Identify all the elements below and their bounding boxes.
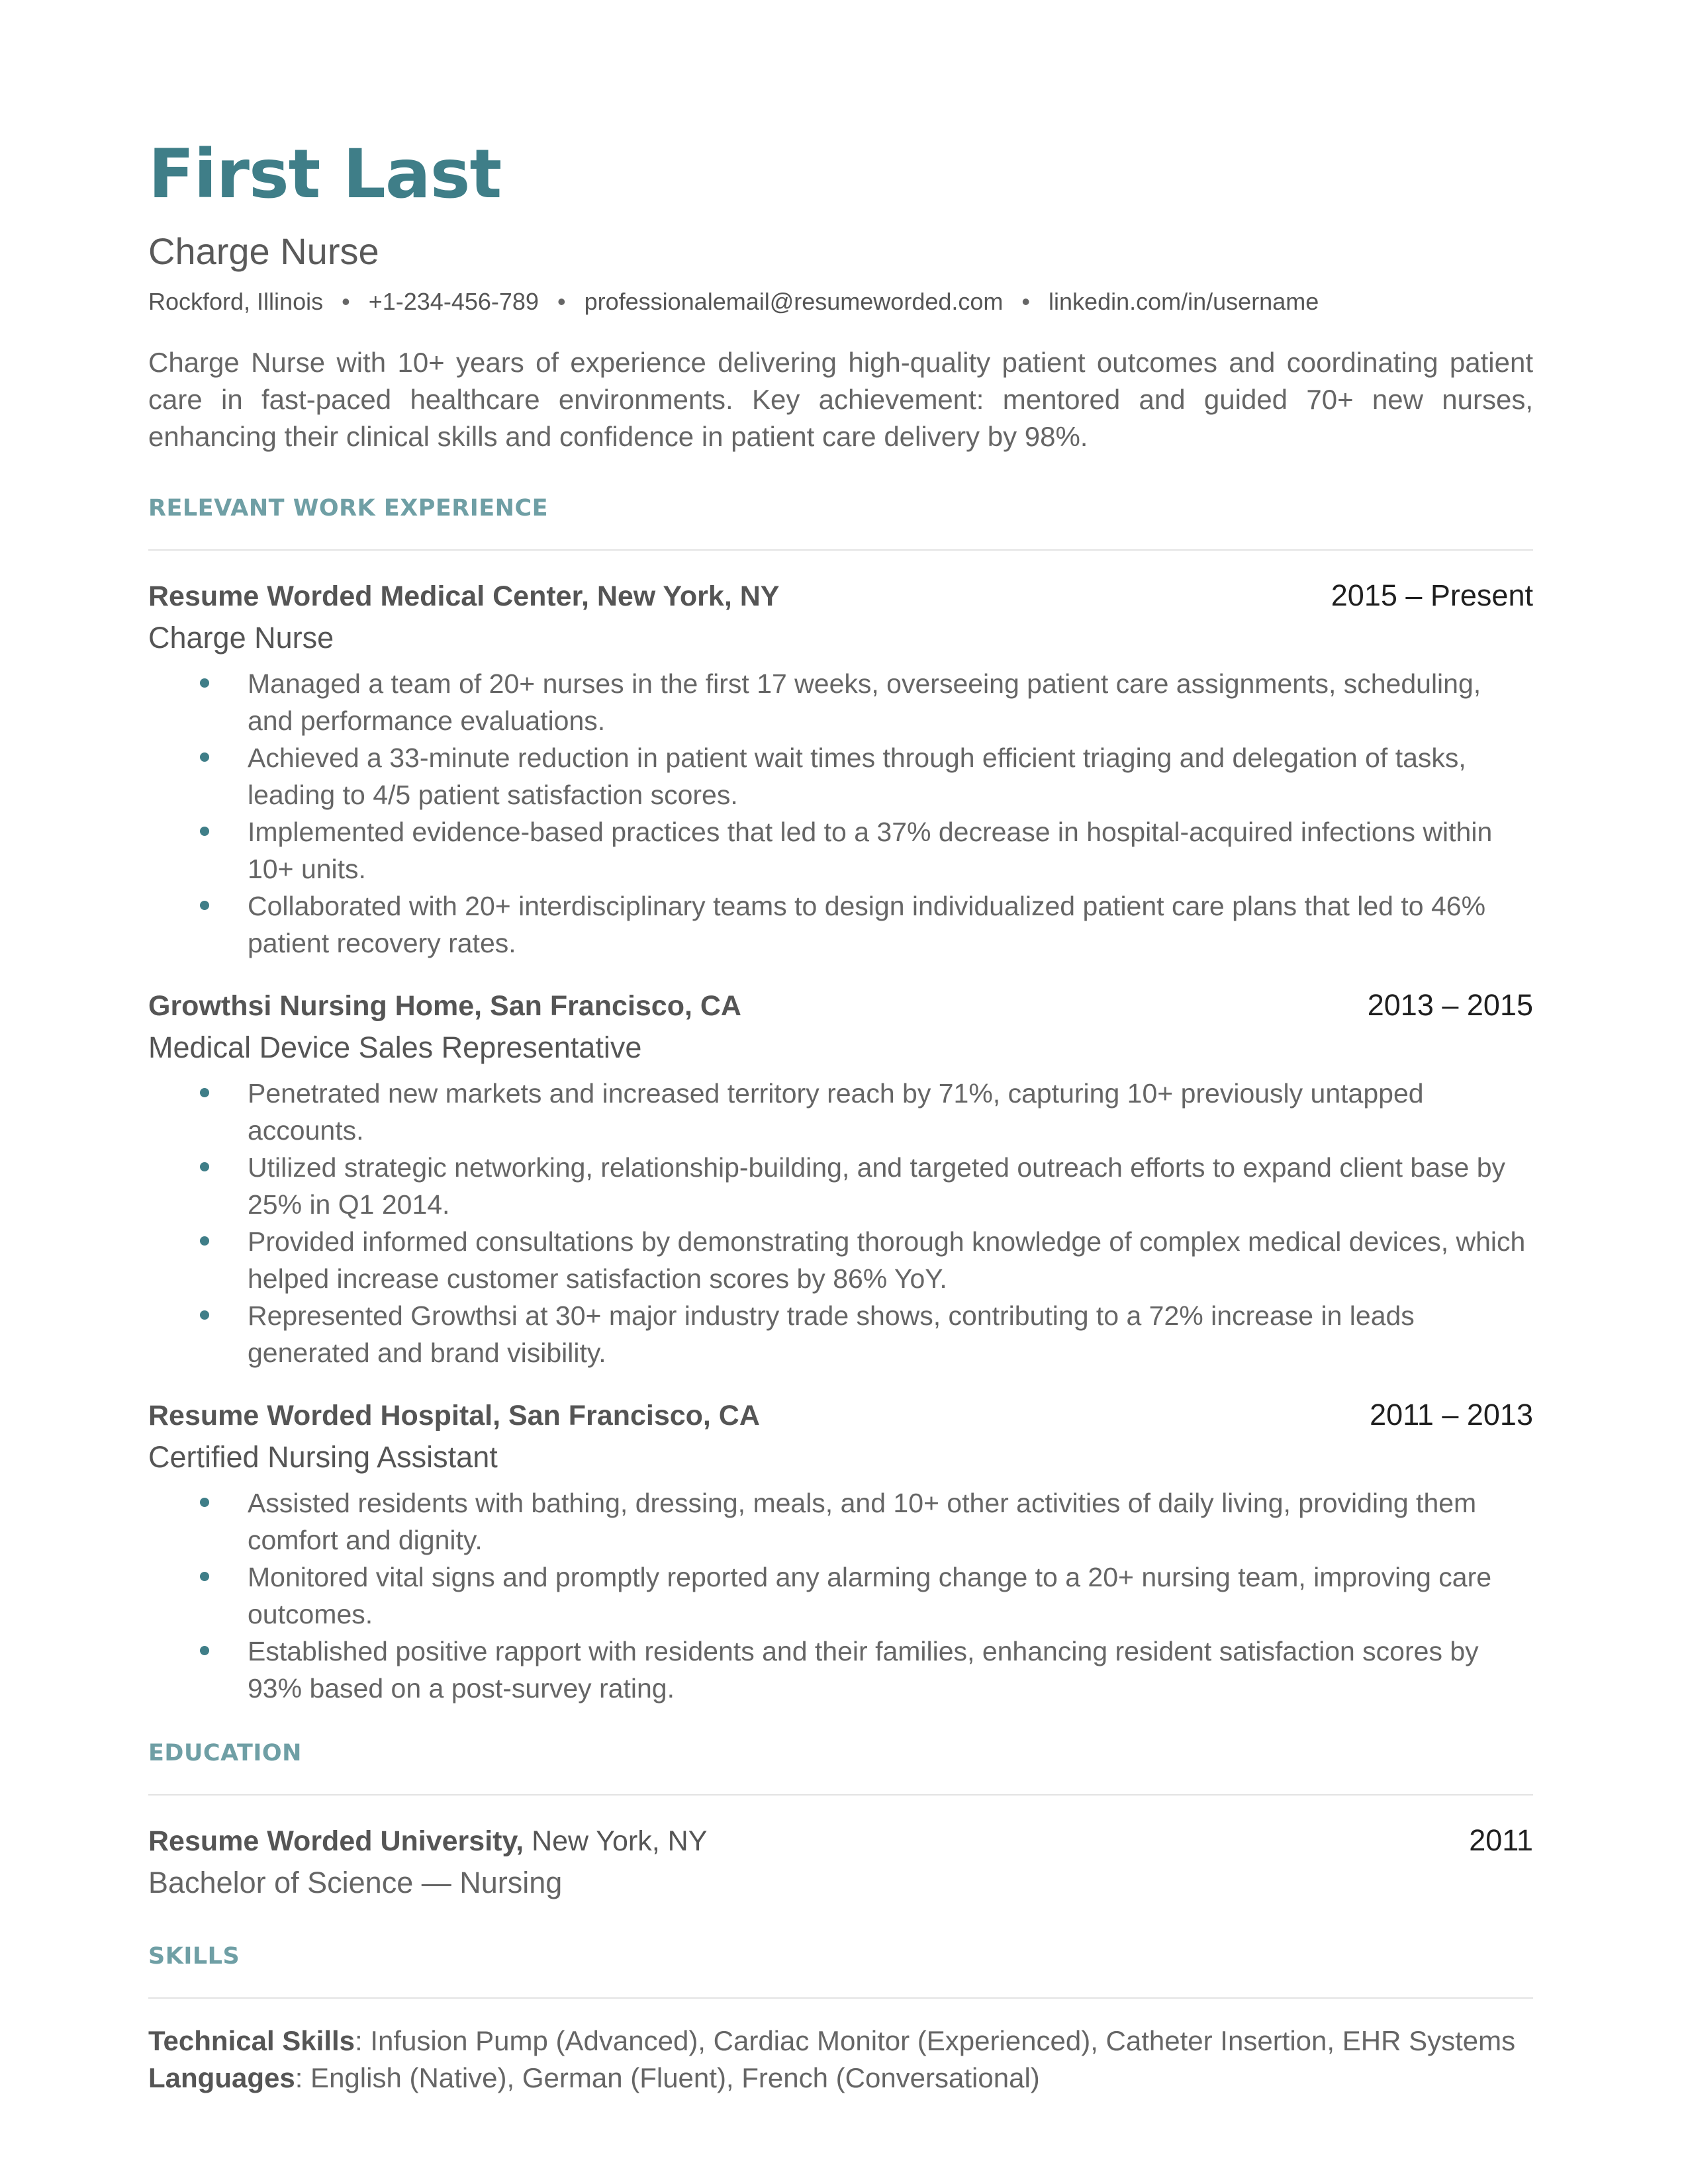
experience-heading: RELEVANT WORK EXPERIENCE [148, 495, 549, 522]
job-entry [148, 1395, 1533, 1707]
skills-list [148, 2023, 1533, 2097]
candidate-title: Charge Nurse [148, 230, 379, 272]
bullet-dot [200, 678, 209, 688]
bullet-text: Managed a team of 20+ nurses in the first 17 weeks, overseeing patient care assignments, scheduling, and performance evaluations. [248, 668, 1481, 736]
education-degree: Bachelor of Science — Nursing [148, 1866, 563, 1899]
skills-languages-value: : English (Native), German (Fluent), French (Conversational) [295, 2062, 1040, 2093]
skills-languages [148, 2060, 1533, 2097]
job-bullet [148, 665, 1533, 739]
job-bullet [148, 887, 1533, 962]
education-location: New York, NY [524, 1825, 708, 1857]
bullet-dot [200, 1572, 209, 1581]
job-header [148, 985, 1533, 1026]
education-year: 2011 [1469, 1823, 1533, 1857]
contact-linkedin: linkedin.com/in/username [1049, 288, 1319, 315]
contact-email: professionalemail@resumeworded.com [584, 288, 1004, 315]
bullet-dot [200, 901, 209, 910]
education-section [148, 1739, 1533, 1903]
job-bullet [148, 1559, 1533, 1633]
education-header [148, 1821, 1533, 1861]
professional-summary: Charge Nurse with 10+ years of experience delivering high-quality patient outcomes and coordinating patient care in fast-paced healthcare environments. Key achievement: mentored and guided 70+ new nurses, enhancing their clinical skills and confidence in patient care delivery by 98%. [148, 347, 1533, 452]
bullet-dot [200, 1088, 209, 1097]
job-bullet [148, 1633, 1533, 1707]
job-role: Certified Nursing Assistant [148, 1440, 498, 1474]
job-bullet [148, 1149, 1533, 1223]
job-dates: 2011 – 2013 [1370, 1398, 1533, 1432]
candidate-name: First Last [148, 135, 502, 214]
job-bullets [148, 1075, 1533, 1371]
section-divider [148, 1794, 1533, 1796]
bullet-text: Represented Growthsi at 30+ major industry trade shows, contributing to a 72% increase in leads generated and brand visibility. [248, 1300, 1415, 1368]
job-bullets [148, 1484, 1533, 1707]
job-company: Growthsi Nursing Home, San Francisco, CA [148, 990, 741, 1022]
skills-languages-label: Languages [148, 2062, 295, 2093]
education-heading: EDUCATION [148, 1740, 302, 1766]
bullet-dot [200, 1498, 209, 1507]
job-bullet [148, 1223, 1533, 1297]
bullet-dot [200, 827, 209, 836]
experience-section [148, 494, 1533, 1707]
bullet-text: Collaborated with 20+ interdisciplinary teams to design individualized patient care plans that led to 46% patient recovery rates. [248, 891, 1486, 958]
bullet-text: Implemented evidence-based practices that led to a 37% decrease in hospital-acquired infections within 10+ units. [248, 817, 1493, 884]
bullet-text: Provided informed consultations by demonstrating thorough knowledge of complex medical devices, which helped increase customer satisfaction scores by 86% YoY. [248, 1226, 1526, 1294]
job-bullet [148, 1075, 1533, 1149]
job-bullets [148, 665, 1533, 962]
job-role: Medical Device Sales Representative [148, 1030, 642, 1064]
job-bullet [148, 1297, 1533, 1371]
job-bullet [148, 739, 1533, 813]
bullet-dot [200, 1236, 209, 1246]
contact-phone: +1-234-456-789 [368, 288, 539, 315]
contact-separator: • [342, 288, 350, 315]
contact-location: Rockford, Illinois [148, 288, 324, 315]
bullet-text: Assisted residents with bathing, dressing, meals, and 10+ other activities of daily living, providing them comfort and dignity. [248, 1488, 1477, 1555]
skills-technical-label: Technical Skills [148, 2025, 355, 2056]
skills-section [148, 1942, 1533, 2097]
bullet-dot [200, 1310, 209, 1320]
bullet-text: Achieved a 33-minute reduction in patient wait times through efficient triaging and delegation of tasks, leading to 4/5 patient satisfaction scores. [248, 743, 1466, 810]
job-entry [148, 576, 1533, 962]
bullet-dot [200, 1646, 209, 1655]
skills-heading: SKILLS [148, 1943, 240, 1970]
job-company: Resume Worded Hospital, San Francisco, CA [148, 1400, 760, 1432]
bullet-dot [200, 1162, 209, 1171]
section-divider [148, 549, 1533, 551]
bullet-text: Established positive rapport with residents and their families, enhancing resident satisfaction scores by 93% based on a post-survey rating. [248, 1636, 1479, 1704]
job-dates: 2013 – 2015 [1367, 988, 1533, 1022]
job-dates: 2015 – Present [1331, 578, 1533, 612]
job-company: Resume Worded Medical Center, New York, NY [148, 580, 780, 612]
education-entry [148, 1821, 1533, 1903]
education-school: Resume Worded University, [148, 1825, 524, 1857]
education-school-line [148, 1821, 707, 1861]
bullet-text: Penetrated new markets and increased territory reach by 71%, capturing 10+ previously untapped accounts. [248, 1078, 1424, 1146]
resume-content [148, 127, 1533, 2097]
bullet-text: Utilized strategic networking, relationship-building, and targeted outreach efforts to expand client base by 25% in Q1 2014. [248, 1152, 1506, 1220]
section-divider [148, 1997, 1533, 1999]
job-bullet [148, 813, 1533, 887]
job-entry [148, 985, 1533, 1371]
contact-separator: • [1021, 288, 1031, 315]
contact-separator: • [557, 288, 566, 315]
bullet-dot [200, 752, 209, 762]
job-bullet [148, 1484, 1533, 1559]
job-role: Charge Nurse [148, 621, 334, 655]
job-header [148, 576, 1533, 616]
skills-technical [148, 2023, 1533, 2060]
skills-technical-value: : Infusion Pump (Advanced), Cardiac Monitor (Experienced), Catheter Insertion, EHR Systems [355, 2025, 1516, 2056]
bullet-text: Monitored vital signs and promptly reported any alarming change to a 20+ nursing team, improving care outcomes. [248, 1562, 1492, 1629]
contact-line [148, 286, 1533, 318]
job-header [148, 1395, 1533, 1435]
